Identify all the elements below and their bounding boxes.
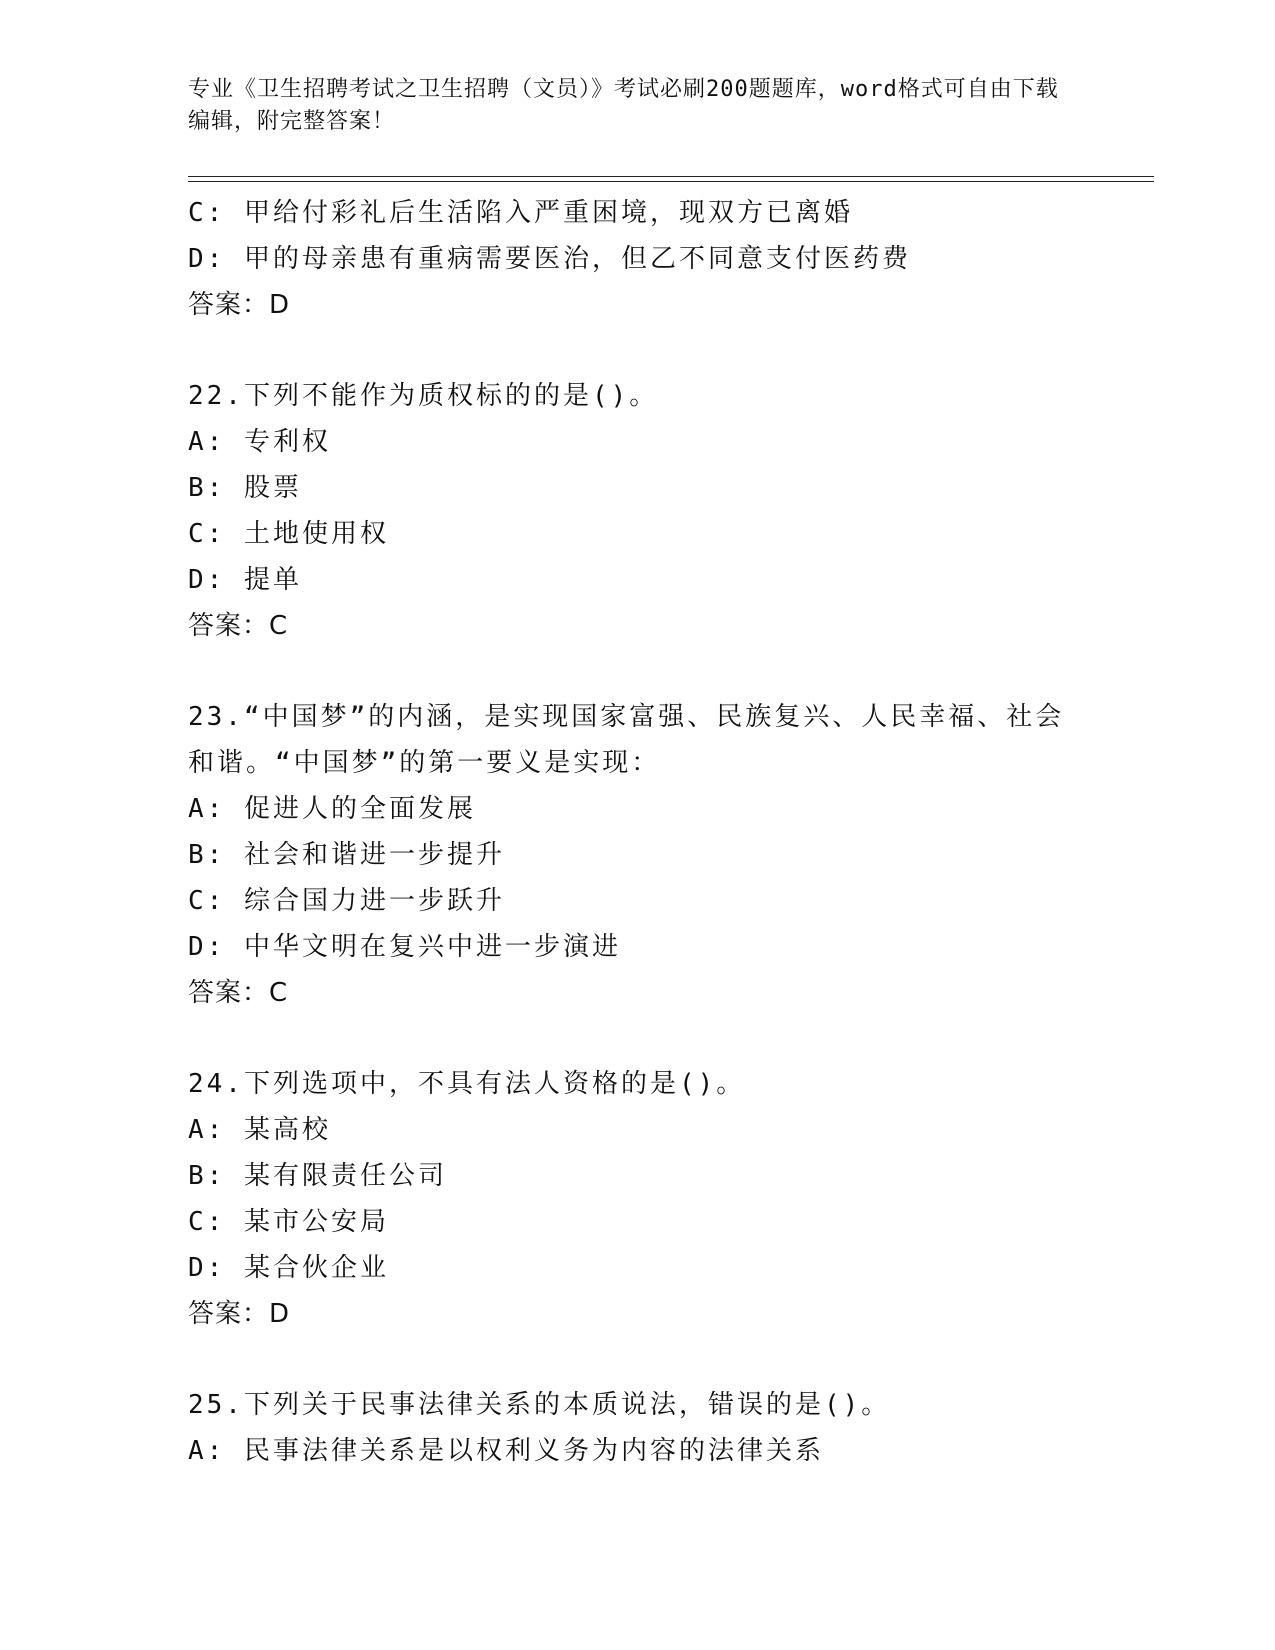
- option-b: B: 股票: [188, 473, 302, 503]
- option-c: C: 土地使用权: [188, 519, 389, 549]
- answer: 答案：D: [188, 290, 291, 320]
- question-stem: 24.下列选项中，不具有法人资格的是()。: [188, 1069, 746, 1099]
- question-list: [188, 190, 1088, 1474]
- answer: 答案：C: [188, 978, 289, 1008]
- option-b: B: 社会和谐进一步提升: [188, 840, 505, 870]
- answer: 答案：C: [188, 611, 289, 641]
- header-divider-bottom: [188, 181, 1154, 182]
- question-25: [188, 1382, 1088, 1474]
- option-a: A: 促进人的全面发展: [188, 794, 476, 824]
- option-c: C: 综合国力进一步跃升: [188, 886, 505, 916]
- question-22: [188, 373, 1088, 649]
- question-23: [188, 694, 1088, 1016]
- option-d: D: 提单: [188, 565, 302, 595]
- option-c: C: 甲给付彩礼后生活陷入严重困境，现双方已离婚: [188, 198, 853, 228]
- answer: 答案：D: [188, 1299, 291, 1329]
- question-stem: 23.“中国梦”的内涵，是实现国家富强、民族复兴、人民幸福、社会和谐。“中国梦”的第一要义是实现：: [188, 702, 1065, 778]
- option-d: D: 中华文明在复兴中进一步演进: [188, 932, 621, 962]
- option-d: D: 某合伙企业: [188, 1253, 389, 1283]
- header-divider-top: [188, 176, 1154, 177]
- question-stem: 25.下列关于民事法律关系的本质说法，错误的是()。: [188, 1390, 891, 1420]
- option-a: A: 民事法律关系是以权利义务为内容的法律关系: [188, 1436, 824, 1466]
- question-stem: 22.下列不能作为质权标的的是()。: [188, 381, 659, 411]
- option-a: A: 某高校: [188, 1115, 331, 1145]
- document-header: 专业《卫生招聘考试之卫生招聘（文员）》考试必刷200题题库，word格式可自由下载编辑，附完整答案！: [188, 77, 1059, 134]
- option-c: C: 某市公安局: [188, 1207, 389, 1237]
- question-24: [188, 1061, 1088, 1337]
- option-b: B: 某有限责任公司: [188, 1161, 447, 1191]
- option-d: D: 甲的母亲患有重病需要医治，但乙不同意支付医药费: [188, 244, 911, 274]
- question-21-tail: [188, 190, 1088, 328]
- option-a: A: 专利权: [188, 427, 331, 457]
